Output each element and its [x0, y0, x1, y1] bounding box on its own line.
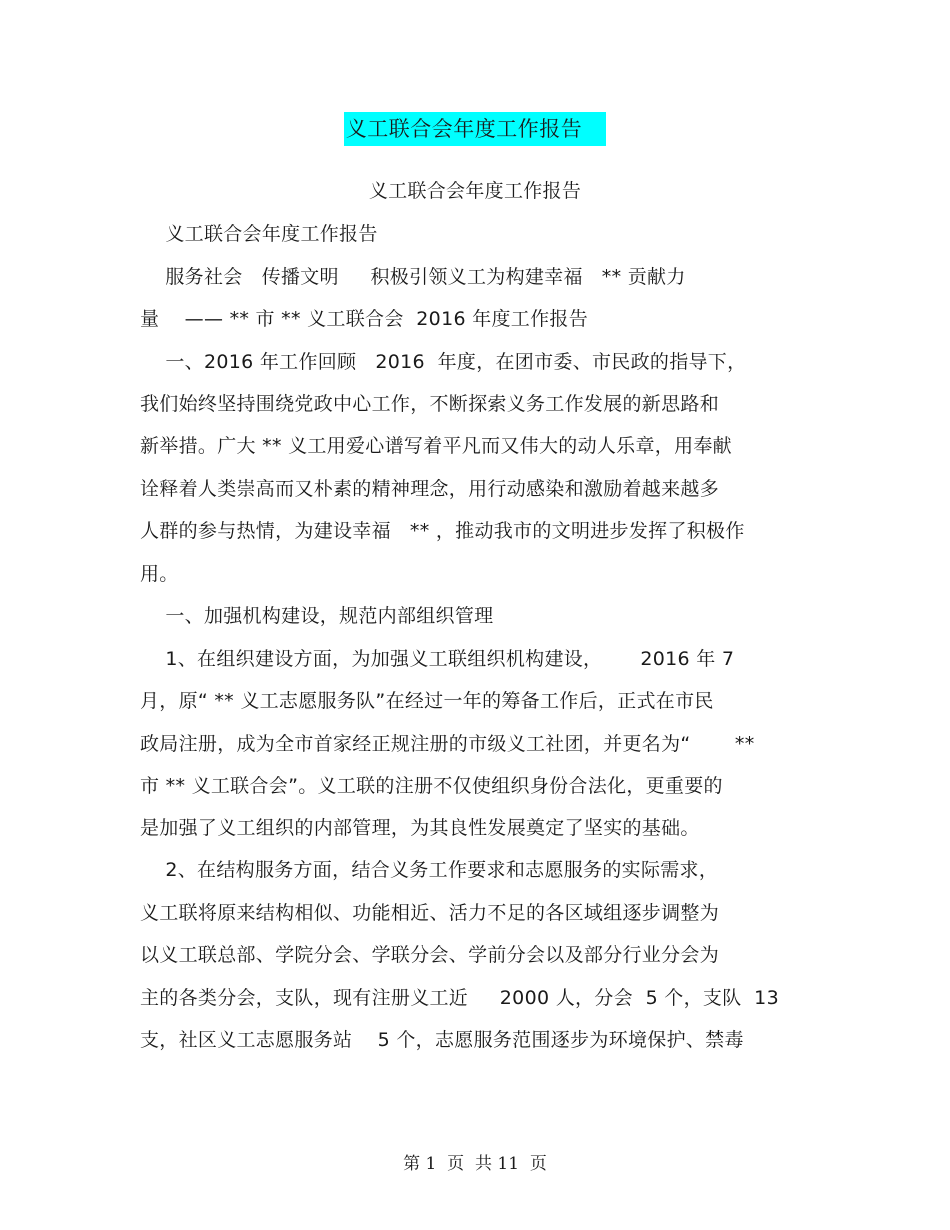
section-heading: 一、加强机构建设，规范内部组织管理 [140, 605, 494, 627]
body-line: 是加强了义工组织的内部管理，为其良性发展奠定了坚实的基础。 [140, 817, 700, 839]
body-line: 我们始终坚持围绕党政中心工作，不断探索义务工作发展的新思路和 [140, 393, 720, 415]
body-line: 主的各类分会，支队，现有注册义工近 2000 人，分会 5 个，支队 13 [140, 987, 779, 1009]
body-line: 市 ** 义工联合会”。义工联的注册不仅使组织身份合法化，更重要的 [140, 775, 723, 797]
document-title: 义工联合会年度工作报告 [344, 112, 607, 146]
page-number-footer: 第 1 页 共 11 页 [403, 1154, 547, 1174]
body-line: 1、在组织建设方面，为加强义工联组织机构建设， 2016 年 7 [140, 648, 735, 670]
body-line: 人群的参与热情，为建设幸福 ** ，推动我市的文明进步发挥了积极作 [140, 520, 745, 542]
body-line: 政局注册，成为全市首家经正规注册的市级义工社团，并更名为“ ** [140, 733, 755, 755]
title-container [0, 112, 950, 146]
body-line: 诠释着人类崇高而又朴素的精神理念，用行动感染和激励着越来越多 [140, 478, 720, 500]
body-line: 新举措。广大 ** 义工用爱心谱写着平凡而又伟大的动人乐章，用奉献 [140, 435, 732, 457]
body-line: 支，社区义工志愿服务站 5 个，志愿服务范围逐步为环境保护、禁毒 [140, 1029, 744, 1051]
body-line: 量 —— ** 市 ** 义工联合会 2016 年度工作报告 [140, 308, 588, 330]
body-line: 2、在结构服务方面，结合义务工作要求和志愿服务的实际需求， [140, 859, 719, 881]
body-line: 用。 [140, 563, 179, 585]
body-line: 义工联合会年度工作报告 [140, 223, 378, 245]
document-subtitle: 义工联合会年度工作报告 [368, 180, 582, 202]
body-line: 月，原“ ** 义工志愿服务队”在经过一年的筹备工作后，正式在市民 [140, 690, 714, 712]
body-line: 一、2016 年工作回顾 2016 年度，在团市委、市民政的指导下， [140, 351, 747, 373]
body-line: 义工联将原来结构相似、功能相近、活力不足的各区域组逐步调整为 [140, 902, 720, 924]
body-line: 以义工联总部、学院分会、学联分会、学前分会以及部分行业分会为 [140, 944, 720, 966]
body-line: 服务社会 传播文明 积极引领义工为构建幸福 ** 贡献力 [140, 266, 686, 288]
